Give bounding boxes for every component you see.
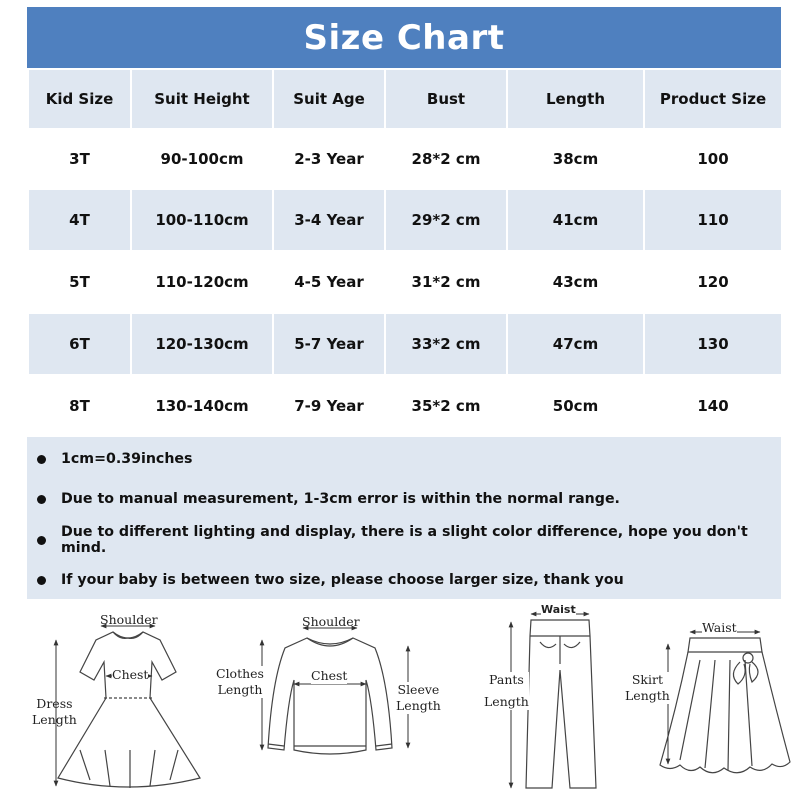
note-text: 1cm=0.39inches bbox=[61, 451, 193, 467]
shirt-chest-label: Chest bbox=[311, 668, 348, 683]
table-cell: 2-3 Year bbox=[273, 129, 385, 189]
shirt-sleeve-length-label: Sleeve Length bbox=[396, 682, 441, 713]
note-text: If your baby is between two size, please choose larger size, thank you bbox=[61, 572, 624, 588]
table-row bbox=[28, 375, 782, 437]
table-row bbox=[28, 251, 782, 313]
table-cell: 8T bbox=[28, 375, 131, 437]
table-cell: 29*2 cm bbox=[385, 189, 507, 251]
table-cell: 110-120cm bbox=[131, 251, 273, 313]
header-product-size: Product Size bbox=[644, 69, 782, 129]
table-cell: 35*2 cm bbox=[385, 375, 507, 437]
table-cell: 130 bbox=[644, 313, 782, 375]
bullet-icon bbox=[37, 455, 46, 464]
table-cell: 120 bbox=[644, 251, 782, 313]
measurement-illustrations bbox=[0, 600, 800, 800]
table-row bbox=[28, 313, 782, 375]
note-item bbox=[27, 447, 193, 471]
note-item bbox=[27, 524, 781, 556]
note-item bbox=[27, 487, 620, 511]
note-text: Due to manual measurement, 1-3cm error is within the normal range. bbox=[61, 491, 620, 507]
dress-length-label: Dress Length bbox=[32, 696, 77, 727]
bullet-icon bbox=[37, 495, 46, 504]
shirt-shoulder-label: Shoulder bbox=[302, 614, 360, 629]
table-cell: 5T bbox=[28, 251, 131, 313]
bullet-icon bbox=[37, 576, 46, 585]
table-cell: 110 bbox=[644, 189, 782, 251]
table-row bbox=[28, 129, 782, 189]
table-cell: 41cm bbox=[507, 189, 644, 251]
table-cell: 120-130cm bbox=[131, 313, 273, 375]
shirt-clothes-length-label: Clothes Length bbox=[216, 666, 264, 697]
header-length: Length bbox=[507, 69, 644, 129]
size-table bbox=[27, 68, 783, 438]
table-cell: 33*2 cm bbox=[385, 313, 507, 375]
dress-drawing bbox=[58, 632, 200, 788]
table-cell: 50cm bbox=[507, 375, 644, 437]
table-cell: 7-9 Year bbox=[273, 375, 385, 437]
bullet-icon bbox=[37, 536, 46, 545]
table-cell: 5-7 Year bbox=[273, 313, 385, 375]
table-row bbox=[28, 189, 782, 251]
note-item bbox=[27, 568, 624, 592]
notes-panel bbox=[27, 437, 781, 599]
page-title: Size Chart bbox=[27, 7, 781, 68]
table-cell: 90-100cm bbox=[131, 129, 273, 189]
header-kid-size: Kid Size bbox=[28, 69, 131, 129]
note-text: Due to different lighting and display, there is a slight color difference, hope you don't mind. bbox=[61, 524, 748, 556]
skirt-drawing bbox=[660, 638, 790, 773]
table-cell: 130-140cm bbox=[131, 375, 273, 437]
table-cell: 43cm bbox=[507, 251, 644, 313]
table-cell: 4-5 Year bbox=[273, 251, 385, 313]
shirt-drawing bbox=[268, 638, 392, 754]
header-suit-height: Suit Height bbox=[131, 69, 273, 129]
header-bust: Bust bbox=[385, 69, 507, 129]
skirt-length-label: Skirt Length bbox=[625, 672, 670, 703]
table-cell: 4T bbox=[28, 189, 131, 251]
table-cell: 28*2 cm bbox=[385, 129, 507, 189]
pants-length-label: Pants Length bbox=[484, 672, 529, 709]
table-cell: 100-110cm bbox=[131, 189, 273, 251]
table-cell: 3T bbox=[28, 129, 131, 189]
pants-waist-label: Waist bbox=[541, 603, 576, 616]
table-cell: 140 bbox=[644, 375, 782, 437]
skirt-waist-label: Waist bbox=[702, 620, 737, 635]
dress-shoulder-label: Shoulder bbox=[100, 612, 158, 627]
table-cell: 31*2 cm bbox=[385, 251, 507, 313]
table-cell: 47cm bbox=[507, 313, 644, 375]
table-cell: 6T bbox=[28, 313, 131, 375]
table-cell: 100 bbox=[644, 129, 782, 189]
table-cell: 38cm bbox=[507, 129, 644, 189]
pants-drawing bbox=[526, 620, 596, 788]
table-cell: 3-4 Year bbox=[273, 189, 385, 251]
header-suit-age: Suit Age bbox=[273, 69, 385, 129]
dress-chest-label: Chest bbox=[112, 667, 149, 682]
table-header-row bbox=[28, 69, 782, 129]
